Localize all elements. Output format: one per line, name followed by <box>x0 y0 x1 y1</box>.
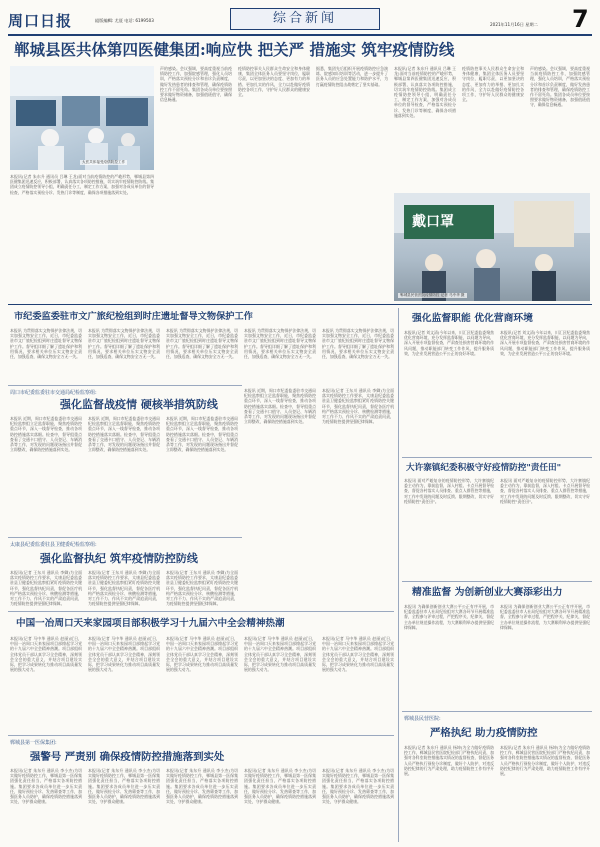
second-photo <box>394 193 590 301</box>
column-divider <box>398 308 399 842</box>
article-4-column-1: 本报讯(记者 马中华 通讯员 赵丽)近日，中国一冶周口天来家园项目部掀起学习党的十九届六中全会精神热潮。项目部组织全体党员干部认真学习全会精神，深刻领会全会的重大意义，并结合项目建设实际，把学习成果转化为推动项目高质量发展的强大动力。 <box>10 636 82 673</box>
article-2-column-2: 本报讯 近期，周口市纪委监委驻市交通局纪检监察组立足监督职能，聚焦疫情防控重点环节，深入一线督导检查，推动各项防控措施落实落细。检查中，督导组重点查看了交通卡口值守、人员登记、车辆消杀等工作，对发现的问题现场指出并督促立即整改，确保防控措施落到实处。 <box>88 416 160 453</box>
article-4-rule <box>8 735 394 736</box>
article-6-rule <box>402 457 592 458</box>
article-4-headline: 中国一冶周口天来家园项目部积极学习十九届六中全会精神热潮 <box>16 618 285 629</box>
article-9-column-2: 本报讯(记者 朱东升 通讯员 杨坤)为全力做好疫情防控工作，郸城县民营医院纪检部门严格执纪问责，加强对各科室防控措施落实情况的监督检查，督促医务人员严格执行预检分诊制度，做好个人防护，对违反防控纪律的行为严肃处理，助力疫情防控工作有序开展。 <box>500 745 590 777</box>
lead-column-7: 声的感染。会议强调，要高度重视当前疫情防控工作，加强院感管理，强化人员培训，严格落实预检分诊和首诊负责制度，做好发热患者的排查和管理，确保疫情防控工作不留死角。集团各成员单位要按照要求做好物资储备，加强值班值守，确保信息畅通。 <box>530 66 590 108</box>
article-1-rule <box>8 385 242 386</box>
article-4-column-2: 本报讯(记者 马中华 通讯员 赵丽)近日，中国一冶周口天来家园项目部掀起学习党的十九届六中全会精神热潮。项目部组织全体党员干部认真学习全会精神，深刻领会全会的重大意义，并结合项目建设实际，把学习成果转化为推动项目高质量发展的强大动力。 <box>88 636 160 673</box>
lead-photo-caption: 大医共体接受疫情防控工作 <box>82 160 126 164</box>
article-7-headline: 大许寨镇纪委积极守好疫情防控"责任田" <box>406 463 562 473</box>
masthead-rule <box>8 34 592 36</box>
lead-column-6: 疫情防控事关人民群众生命安全和身体健康，集团全体医务人员要坚守岗位，履职尽责，以更加坚决的态度、更加有力的举措、更加扎实的作风，全力以赴做好疫情防控各项工作，守护好人民群众的健康安全。 <box>462 66 524 103</box>
article-5-column-4: 本报讯(记者 朱东升 通讯员 李小杰)为切实做好疫情防控工作，郸城县第一医保集团强化责任担当，严格落实各项防控措施。集团要求各成员单位进一步压实责任，做好预检分诊、发热筛查等工作，加强医务人员防护，确保疫情防控措施落到实处，守护群众健康。 <box>244 768 316 805</box>
page-number: 7 <box>572 5 589 33</box>
article-7-column-1: 本报讯 面对严峻复杂的疫情防控形势，大许寨镇纪委主动作为，靠前监督，深入村组、卡点开展督导检查，督促各村落实人员排查、重点人群管控等措施，对工作中发现的问题及时反馈、限期整改，切实守好疫情防控"责任田"。 <box>404 478 494 504</box>
article-1-column-3: 本报讯 为贯彻落实文物保护法律法规，切实加强文物安全工作，近日，市纪委监委驻市文广旅纪检组到时庄遗址督导文物保护工作。督导组详细了解了遗址保护和利用情况，要求相关单位压实文物安全责任，加强巡查，确保文物安全万无一失。 <box>166 328 238 360</box>
article-9-kicker: 郸城县民营医院: <box>404 716 441 722</box>
article-2-headline: 强化监督战疫情 硬核举措筑防线 <box>60 398 218 411</box>
second-photo-credit: 郸城县民营医院疫情防控 记者 马中华 摄 <box>400 293 465 297</box>
article-7-rule <box>402 581 592 582</box>
article-4-column-5: 本报讯(记者 马中华 通讯员 赵丽)近日，中国一冶周口天来家园项目部掀起学习党的十九届六中全会精神热潮。项目部组织全体党员干部认真学习全会精神，深刻领会全会的重大意义，并结合项目建设实际，把学习成果转化为推动项目高质量发展的强大动力。 <box>322 636 394 673</box>
lead-column-5: 本报讯(记者 朱东升 通讯员 吕琳 王龙)面对当前疫情防控的严峻形势，郸城县第四医健集团迅速反应，积极部署，认真落实各项防控措施，切实筑牢疫情防控防线。集团成立疫情防控领导小组，明确责任分工，制定工作方案，加强对各成员单位的督导检查，严格落实预检分诊、发热门诊等制度，确保各项措施落到实处。 <box>394 66 456 118</box>
article-3-rule <box>8 611 394 612</box>
article-2-column-1: 本报讯 近期，周口市纪委监委驻市交通局纪检监察组立足监督职能，聚焦疫情防控重点环节，深入一线督导检查，推动各项防控措施落实落细。检查中，督导组重点查看了交通卡口值守、人员登记、车辆消杀等工作，对发现的问题现场指出并督促立即整改，确保防控措施落到实处。 <box>10 416 82 453</box>
article-8-column-2: 本报讯 为确保创新创业大赛公平公正有序开展，市纪委监委驻市人社局纪检组对大赛各环节开展精准监督，全程参与评审过程，严把程序关、纪律关，督促主办单位规范操作流程，为大赛顺利举办提供坚强纪律保障。 <box>500 604 590 630</box>
article-6-column-2: 本报讯(记者 刘文清)今年以来，川汇区纪委监委聚焦优化营商环境，充分发挥监督职能，以问题为导向，深入开展专项监督检查，严肃查处损害营商环境的作风问题，推动职能部门转变工作作风、提升服务质效，为企业发展营造公平公正的良好环境。 <box>500 330 590 356</box>
masthead-info: 組版編輯: 尤聂 电话: 6199503 <box>95 18 154 23</box>
article-2-rule <box>8 537 242 538</box>
lead-bottom-rule <box>8 304 592 305</box>
section-banner <box>230 8 380 30</box>
article-8-headline: 精准监督 为创新创业大赛添彩出力 <box>412 587 563 598</box>
article-1-column-2: 本报讯 为贯彻落实文物保护法律法规，切实加强文物安全工作，近日，市纪委监委驻市文广旅纪检组到时庄遗址督导文物保护工作。督导组详细了解了遗址保护和利用情况，要求相关单位压实文物安全责任，加强巡查，确保文物安全万无一失。 <box>88 328 160 360</box>
article-1-column-5: 本报讯 为贯彻落实文物保护法律法规，切实加强文物安全工作，近日，市纪委监委驻市文广旅纪检组到时庄遗址督导文物保护工作。督导组详细了解了遗址保护和利用情况，要求相关单位压实文物安全责任，加强巡查，确保文物安全万无一失。 <box>322 328 394 360</box>
article-6-column-1: 本报讯(记者 刘文清)今年以来，川汇区纪委监委聚焦优化营商环境，充分发挥监督职能，以问题为导向，深入开展专项监督检查，严肃查处损害营商环境的作风问题，推动职能部门转变工作作风、提升服务质效，为企业发展营造公平公正的良好环境。 <box>404 330 494 356</box>
article-7-column-2: 本报讯 面对严峻复杂的疫情防控形势，大许寨镇纪委主动作为，靠前监督，深入村组、卡点开展督导检查，督促各村落实人员排查、重点人群管控等措施，对工作中发现的问题及时反馈、限期整改，切实守好疫情防控"责任田"。 <box>500 478 590 504</box>
article-3-kicker: 太康县纪委监委驻县卫健委纪检监察组: <box>10 542 97 548</box>
article-1-column-1: 本报讯 为贯彻落实文物保护法律法规，切实加强文物安全工作，近日，市纪委监委驻市文广旅纪检组到时庄遗址督导文物保护工作。督导组详细了解了遗址保护和利用情况，要求相关单位压实文物安全责任，加强巡查，确保文物安全万无一失。 <box>10 328 82 360</box>
masthead-logo: 周口日报 <box>8 12 73 30</box>
article-9-headline: 严格执纪 助力疫情防控 <box>430 727 538 739</box>
article-2-column-3: 本报讯 近期，周口市纪委监委驻市交通局纪检监察组立足监督职能，聚焦疫情防控重点环节，深入一线督导检查，推动各项防控措施落实落细。检查中，督导组重点查看了交通卡口值守、人员登记、车辆消杀等工作，对发现的问题现场指出并督促立即整改，确保防控措施落到实处。 <box>166 416 238 453</box>
sign-text: 戴口罩 <box>412 214 454 230</box>
lead-photo <box>10 66 154 170</box>
article-3-headline: 强化监督执纪 筑牢疫情防控防线 <box>40 552 198 565</box>
article-5-column-1: 本报讯(记者 朱东升 通讯员 李小杰)为切实做好疫情防控工作，郸城县第一医保集团强化责任担当，严格落实各项防控措施。集团要求各成员单位进一步压实责任，做好预检分诊、发热筛查等工作，加强医务人员防护，确保疫情防控措施落到实处，守护群众健康。 <box>10 768 82 805</box>
lead-headline: 郸城县医共体第四医健集团:响应快 把关严 措施实 筑牢疫情防线 <box>14 40 455 59</box>
article-1-column-7: 本报讯(记者 王东川 通讯员 李卿)为全面落实疫情防控工作要求，太康县纪委监委驻县卫健委纪检监察组紧盯疫情防控关键环节，强化监督执纪问责，督促各医疗机构严格落实预检分诊、核酸检测等措施，对工作不力、作风不实的严肃追责问责，为疫情防控提供坚强纪律保障。 <box>322 388 394 425</box>
article-1-column-4: 本报讯 为贯彻落实文物保护法律法规，切实加强文物安全工作，近日，市纪委监委驻市文广旅纪检组到时庄遗址督导文物保护工作。督导组详细了解了遗址保护和利用情况，要求相关单位压实文物安全责任，加强巡查，确保文物安全万无一失。 <box>244 328 316 360</box>
lead-column-4: 据悉，集团先后组织开展疫情防控应急演练、院感知识培训等活动，进一步提升了医务人员的应急处置能力和防护水平，为打赢疫情防控阻击战奠定了坚实基础。 <box>316 66 388 87</box>
lead-photo-scene <box>10 66 154 170</box>
lead-column-2: 声的感染。会议强调，要高度重视当前疫情防控工作，加强院感管理，强化人员培训，严格落实预检分诊和首诊负责制度，做好发热患者的排查和管理，确保疫情防控工作不留死角。集团各成员单位要按照要求做好物资储备，加强值班值守，确保信息畅通。 <box>160 66 232 103</box>
article-2-kicker: 周口市纪委监委驻市交通局纪检监察组: <box>10 390 97 396</box>
article-5-column-3: 本报讯(记者 朱东升 通讯员 李小杰)为切实做好疫情防控工作，郸城县第一医保集团强化责任担当，严格落实各项防控措施。集团要求各成员单位进一步压实责任，做好预检分诊、发热筛查等工作，加强医务人员防护，确保疫情防控措施落到实处，守护群众健康。 <box>166 768 238 805</box>
section-title: 综合新闻 <box>272 11 337 26</box>
article-6-headline: 强化监督职能 优化营商环境 <box>412 313 533 324</box>
article-8-column-1: 本报讯 为确保创新创业大赛公平公正有序开展，市纪委监委驻市人社局纪检组对大赛各环节开展精准监督，全程参与评审过程，严把程序关、纪律关，督促主办单位规范操作流程，为大赛顺利举办提供坚强纪律保障。 <box>404 604 494 630</box>
second-photo-scene <box>394 193 590 301</box>
article-3-column-2: 本报讯(记者 王东川 通讯员 李卿)为全面落实疫情防控工作要求，太康县纪委监委驻县卫健委纪检监察组紧盯疫情防控关键环节，强化监督执纪问责，督促各医疗机构严格落实预检分诊、核酸检测等措施，对工作不力、作风不实的严肃追责问责，为疫情防控提供坚强纪律保障。 <box>88 570 160 607</box>
article-3-column-1: 本报讯(记者 王东川 通讯员 李卿)为全面落实疫情防控工作要求，太康县纪委监委驻县卫健委纪检监察组紧盯疫情防控关键环节，强化监督执纪问责，督促各医疗机构严格落实预检分诊、核酸检测等措施，对工作不力、作风不实的严肃追责问责，为疫情防控提供坚强纪律保障。 <box>10 570 82 607</box>
article-5-kicker: 郸城县第一医保集团: <box>10 740 57 746</box>
article-5-column-2: 本报讯(记者 朱东升 通讯员 李小杰)为切实做好疫情防控工作，郸城县第一医保集团强化责任担当，严格落实各项防控措施。集团要求各成员单位进一步压实责任，做好预检分诊、发热筛查等工作，加强医务人员防护，确保疫情防控措施落到实处，守护群众健康。 <box>88 768 160 805</box>
article-1-column-6: 本报讯 近期，周口市纪委监委驻市交通局纪检监察组立足监督职能，聚焦疫情防控重点环节，深入一线督导检查，推动各项防控措施落实落细。检查中，督导组重点查看了交通卡口值守、人员登记、车辆消杀等工作，对发现的问题现场指出并督促立即整改，确保防控措施落到实处。 <box>244 388 316 425</box>
lead-column-1: 本报讯(记者 朱东升 通讯员 吕琳 王龙)面对当前疫情防控的严峻形势，郸城县第四医健集团迅速反应，积极部署，认真落实各项防控措施，切实筑牢疫情防控防线。集团成立疫情防控领导小组，明确责任分工，制定工作方案，加强对各成员单位的督导检查，严格落实预检分诊、发热门诊等制度，确保各项措施落到实处。 <box>10 174 154 195</box>
article-4-column-4: 本报讯(记者 马中华 通讯员 赵丽)近日，中国一冶周口天来家园项目部掀起学习党的十九届六中全会精神热潮。项目部组织全体党员干部认真学习全会精神，深刻领会全会的重大意义，并结合项目建设实际，把学习成果转化为推动项目高质量发展的强大动力。 <box>244 636 316 673</box>
issue-date: 2021年11月16日 星期二 <box>490 22 538 27</box>
lead-column-3: 疫情防控事关人民群众生命安全和身体健康，集团全体医务人员要坚守岗位，履职尽责，以更加坚决的态度、更加有力的举措、更加扎实的作风，全力以赴做好疫情防控各项工作，守护好人民群众的健康安全。 <box>238 66 310 98</box>
article-8-rule <box>402 711 592 712</box>
article-1-headline: 市纪委监委驻市文广旅纪检组到时庄遗址督导文物保护工作 <box>14 311 253 322</box>
article-5-headline: 强警号 严责别 确保疫情防控措施落到实处 <box>30 751 225 763</box>
article-4-column-3: 本报讯(记者 马中华 通讯员 赵丽)近日，中国一冶周口天来家园项目部掀起学习党的十九届六中全会精神热潮。项目部组织全体党员干部认真学习全会精神，深刻领会全会的重大意义，并结合项目建设实际，把学习成果转化为推动项目高质量发展的强大动力。 <box>166 636 238 673</box>
article-5-column-5: 本报讯(记者 朱东升 通讯员 李小杰)为切实做好疫情防控工作，郸城县第一医保集团强化责任担当，严格落实各项防控措施。集团要求各成员单位进一步压实责任，做好预检分诊、发热筛查等工作，加强医务人员防护，确保疫情防控措施落到实处，守护群众健康。 <box>322 768 394 805</box>
article-9-column-1: 本报讯(记者 朱东升 通讯员 杨坤)为全力做好疫情防控工作，郸城县民营医院纪检部门严格执纪问责，加强对各科室防控措施落实情况的监督检查，督促医务人员严格执行预检分诊制度，做好个人防护，对违反防控纪律的行为严肃处理，助力疫情防控工作有序开展。 <box>404 745 494 777</box>
article-3-column-3: 本报讯(记者 王东川 通讯员 李卿)为全面落实疫情防控工作要求，太康县纪委监委驻县卫健委纪检监察组紧盯疫情防控关键环节，强化监督执纪问责，督促各医疗机构严格落实预检分诊、核酸检测等措施，对工作不力、作风不实的严肃追责问责，为疫情防控提供坚强纪律保障。 <box>166 570 238 607</box>
